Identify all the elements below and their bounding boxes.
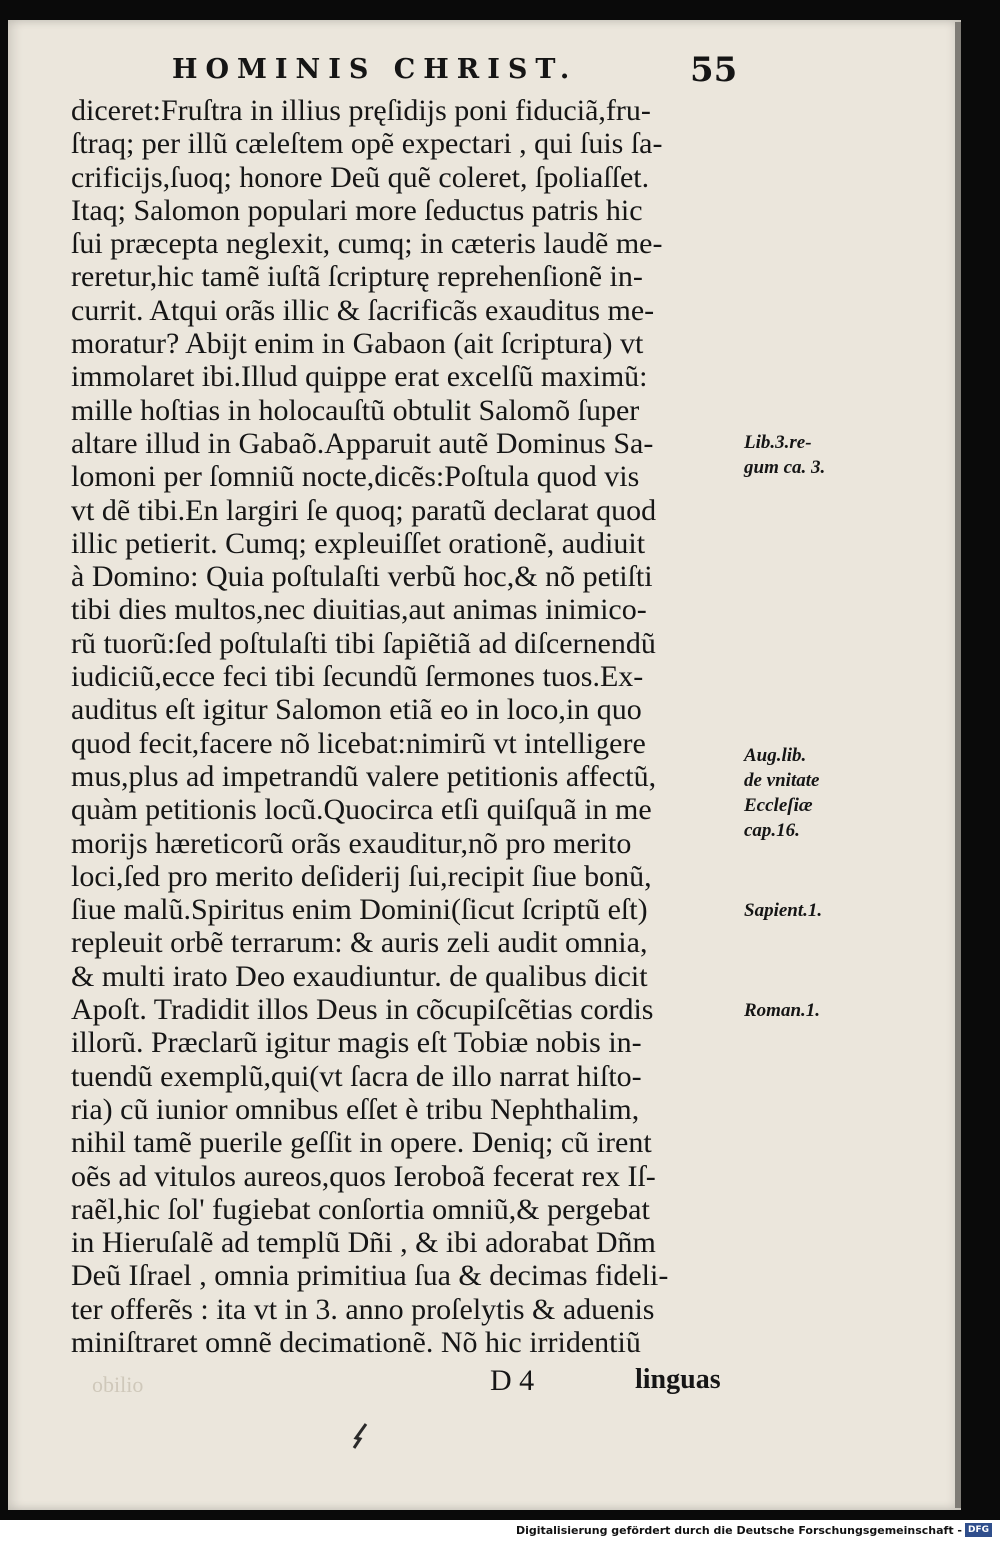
marginal-note-line: Eccleſiæ bbox=[744, 795, 813, 816]
text-line: quàm petitionis locũ.Quocirca etſi quiſquã in me bbox=[71, 793, 652, 827]
text-line: iudiciũ,ecce feci tibi ſecundũ ſermones tuos.Ex- bbox=[71, 660, 644, 694]
text-line: crificijs,ſuoq; honore Deũ quẽ coleret, ſpoliaſſet. bbox=[71, 160, 650, 194]
marginal-note-aug-lib bbox=[744, 743, 884, 843]
text-line: ſtraq; per illũ cæleſtem opẽ expectari , qui ſuis ſa- bbox=[71, 127, 663, 161]
text-line: & multi irato Deo exaudiuntur. de qualibus dicit bbox=[71, 959, 648, 993]
text-line: diceret:Fruſtra in illius pręſidijs poni fiduciã,fru- bbox=[71, 94, 651, 127]
marginal-note-line: gum ca. 3. bbox=[744, 457, 826, 478]
text-line: illorũ. Præclarũ igitur magis eſt Tobiæ nobis in- bbox=[71, 1026, 642, 1060]
marginal-note-line: de vnitate bbox=[744, 770, 820, 791]
text-line: ſiue malũ.Spiritus enim Domini(ſicut ſcriptũ eſt) bbox=[71, 893, 648, 927]
marginal-note-line: Lib.3.re- bbox=[744, 432, 812, 453]
text-line: morijs hæreticorũ orãs exauditur,nõ pro merito bbox=[71, 826, 632, 860]
stray-ink-mark-icon bbox=[350, 1420, 374, 1450]
marginal-note-roman bbox=[744, 998, 884, 1023]
text-line: Deũ Iſrael , omnia primitiua ſua & decimas fideli- bbox=[71, 1259, 669, 1293]
marginal-note-line: cap.16. bbox=[744, 820, 800, 841]
text-line: miniſtraret omnẽ decimationẽ. Nõ hic irridentiũ bbox=[71, 1325, 641, 1359]
digitization-credit: Digitalisierung gefördert durch die Deutsche Forschungsgemeinschaft - bbox=[515, 1524, 962, 1537]
marginal-note-line: Aug.lib. bbox=[744, 745, 807, 766]
text-line: ria) cũ iunior omnibus eſſet è tribu Nephthalim, bbox=[71, 1092, 640, 1126]
text-line: auditus eſt igitur Salomon etiã eo in loco,in quo bbox=[71, 693, 642, 727]
text-line: à Domino: Quia poſtulaſti verbũ hoc,& nõ petiſti bbox=[71, 560, 653, 594]
text-line: mille hoſtias in holocauſtũ obtulit Salomõ ſuper bbox=[71, 393, 640, 427]
page-number: 55 bbox=[690, 50, 738, 90]
text-line: raẽl,hic ſol' fugiebat conſortia omniũ,& pergebat bbox=[71, 1192, 650, 1226]
faded-show-through-text: obilio bbox=[92, 1372, 144, 1397]
marginal-note-line: Roman.1. bbox=[744, 1000, 821, 1021]
marginal-note-sapient bbox=[744, 898, 884, 923]
text-line: tibi dies multos,nec diuitias,aut animas inimico- bbox=[71, 593, 647, 627]
text-line: in Hieruſalẽ ad templũ Dñi , & ibi adorabat Dñm bbox=[71, 1226, 656, 1260]
text-line: Itaq; Salomon populari more ſeductus patris hic bbox=[71, 193, 643, 227]
dfg-logo: DFG bbox=[965, 1523, 992, 1537]
running-head: HOMINIS CHRIST. bbox=[172, 54, 578, 85]
text-line: ter offerẽs : ita vt in 3. anno proſelytis & aduenis bbox=[71, 1292, 655, 1326]
text-line: reretur,hic tamẽ iuſtã ſcripturę reprehenſionẽ in- bbox=[71, 260, 643, 294]
text-line: mus,plus ad impetrandũ valere petitionis affectũ, bbox=[71, 759, 657, 793]
text-line: loci,ſed pro merito deſiderij ſui,recipit ſiue bonũ, bbox=[71, 859, 652, 893]
text-line: oẽs ad vitulos aureos,quos Ieroboã fecerat rex Iſ- bbox=[71, 1159, 656, 1193]
text-line: tuendũ exemplũ,qui(vt ſacra de illo narrat hiſto- bbox=[71, 1059, 642, 1093]
marginal-note-lib-3-regum bbox=[744, 430, 884, 480]
text-line: currit. Atqui orãs illic & ſacrificãs exauditus me- bbox=[71, 293, 655, 327]
text-line: repleuit orbẽ terrarum: & auris zeli audit omnia, bbox=[71, 926, 648, 960]
text-line: quod fecit,facere nõ licebat:nimirũ vt intelligere bbox=[71, 726, 646, 760]
text-line: altare illud in Gabaõ.Apparuit autẽ Dominus Sa- bbox=[71, 426, 654, 460]
text-line: nihil tamẽ puerile geſſit in opere. Deniq; cũ irent bbox=[71, 1126, 652, 1160]
marginal-note-line: Sapient.1. bbox=[744, 900, 823, 921]
text-line: rũ tuorũ:ſed poſtulaſti tibi ſapiẽtiã ad diſcernendũ bbox=[71, 626, 656, 660]
body-text bbox=[71, 94, 736, 1359]
text-line: illic petierit. Cumq; expleuiſſet orationẽ, audiuit bbox=[71, 526, 646, 560]
text-line: immolaret ibi.Illud quippe erat excelſũ maximũ: bbox=[71, 360, 648, 394]
text-line: ſui præcepta neglexit, cumq; in cæteris laudẽ me- bbox=[71, 227, 663, 261]
text-line: Apoſt. Tradidit illos Deus in cõcupiſcẽtias cordis bbox=[71, 993, 654, 1027]
text-line: lomoni per ſomniũ nocte,dicẽs:Poſtula quod vis bbox=[71, 460, 640, 494]
page-edge bbox=[955, 22, 961, 1508]
text-line: vt dẽ tibi.En largiri ſe quoq; paratũ declarat quod bbox=[71, 493, 657, 527]
signature-mark: D 4 bbox=[490, 1364, 535, 1397]
catchword: linguas bbox=[635, 1364, 721, 1395]
text-line: moratur? Abijt enim in Gabaon (ait ſcriptura) vt bbox=[71, 327, 644, 361]
